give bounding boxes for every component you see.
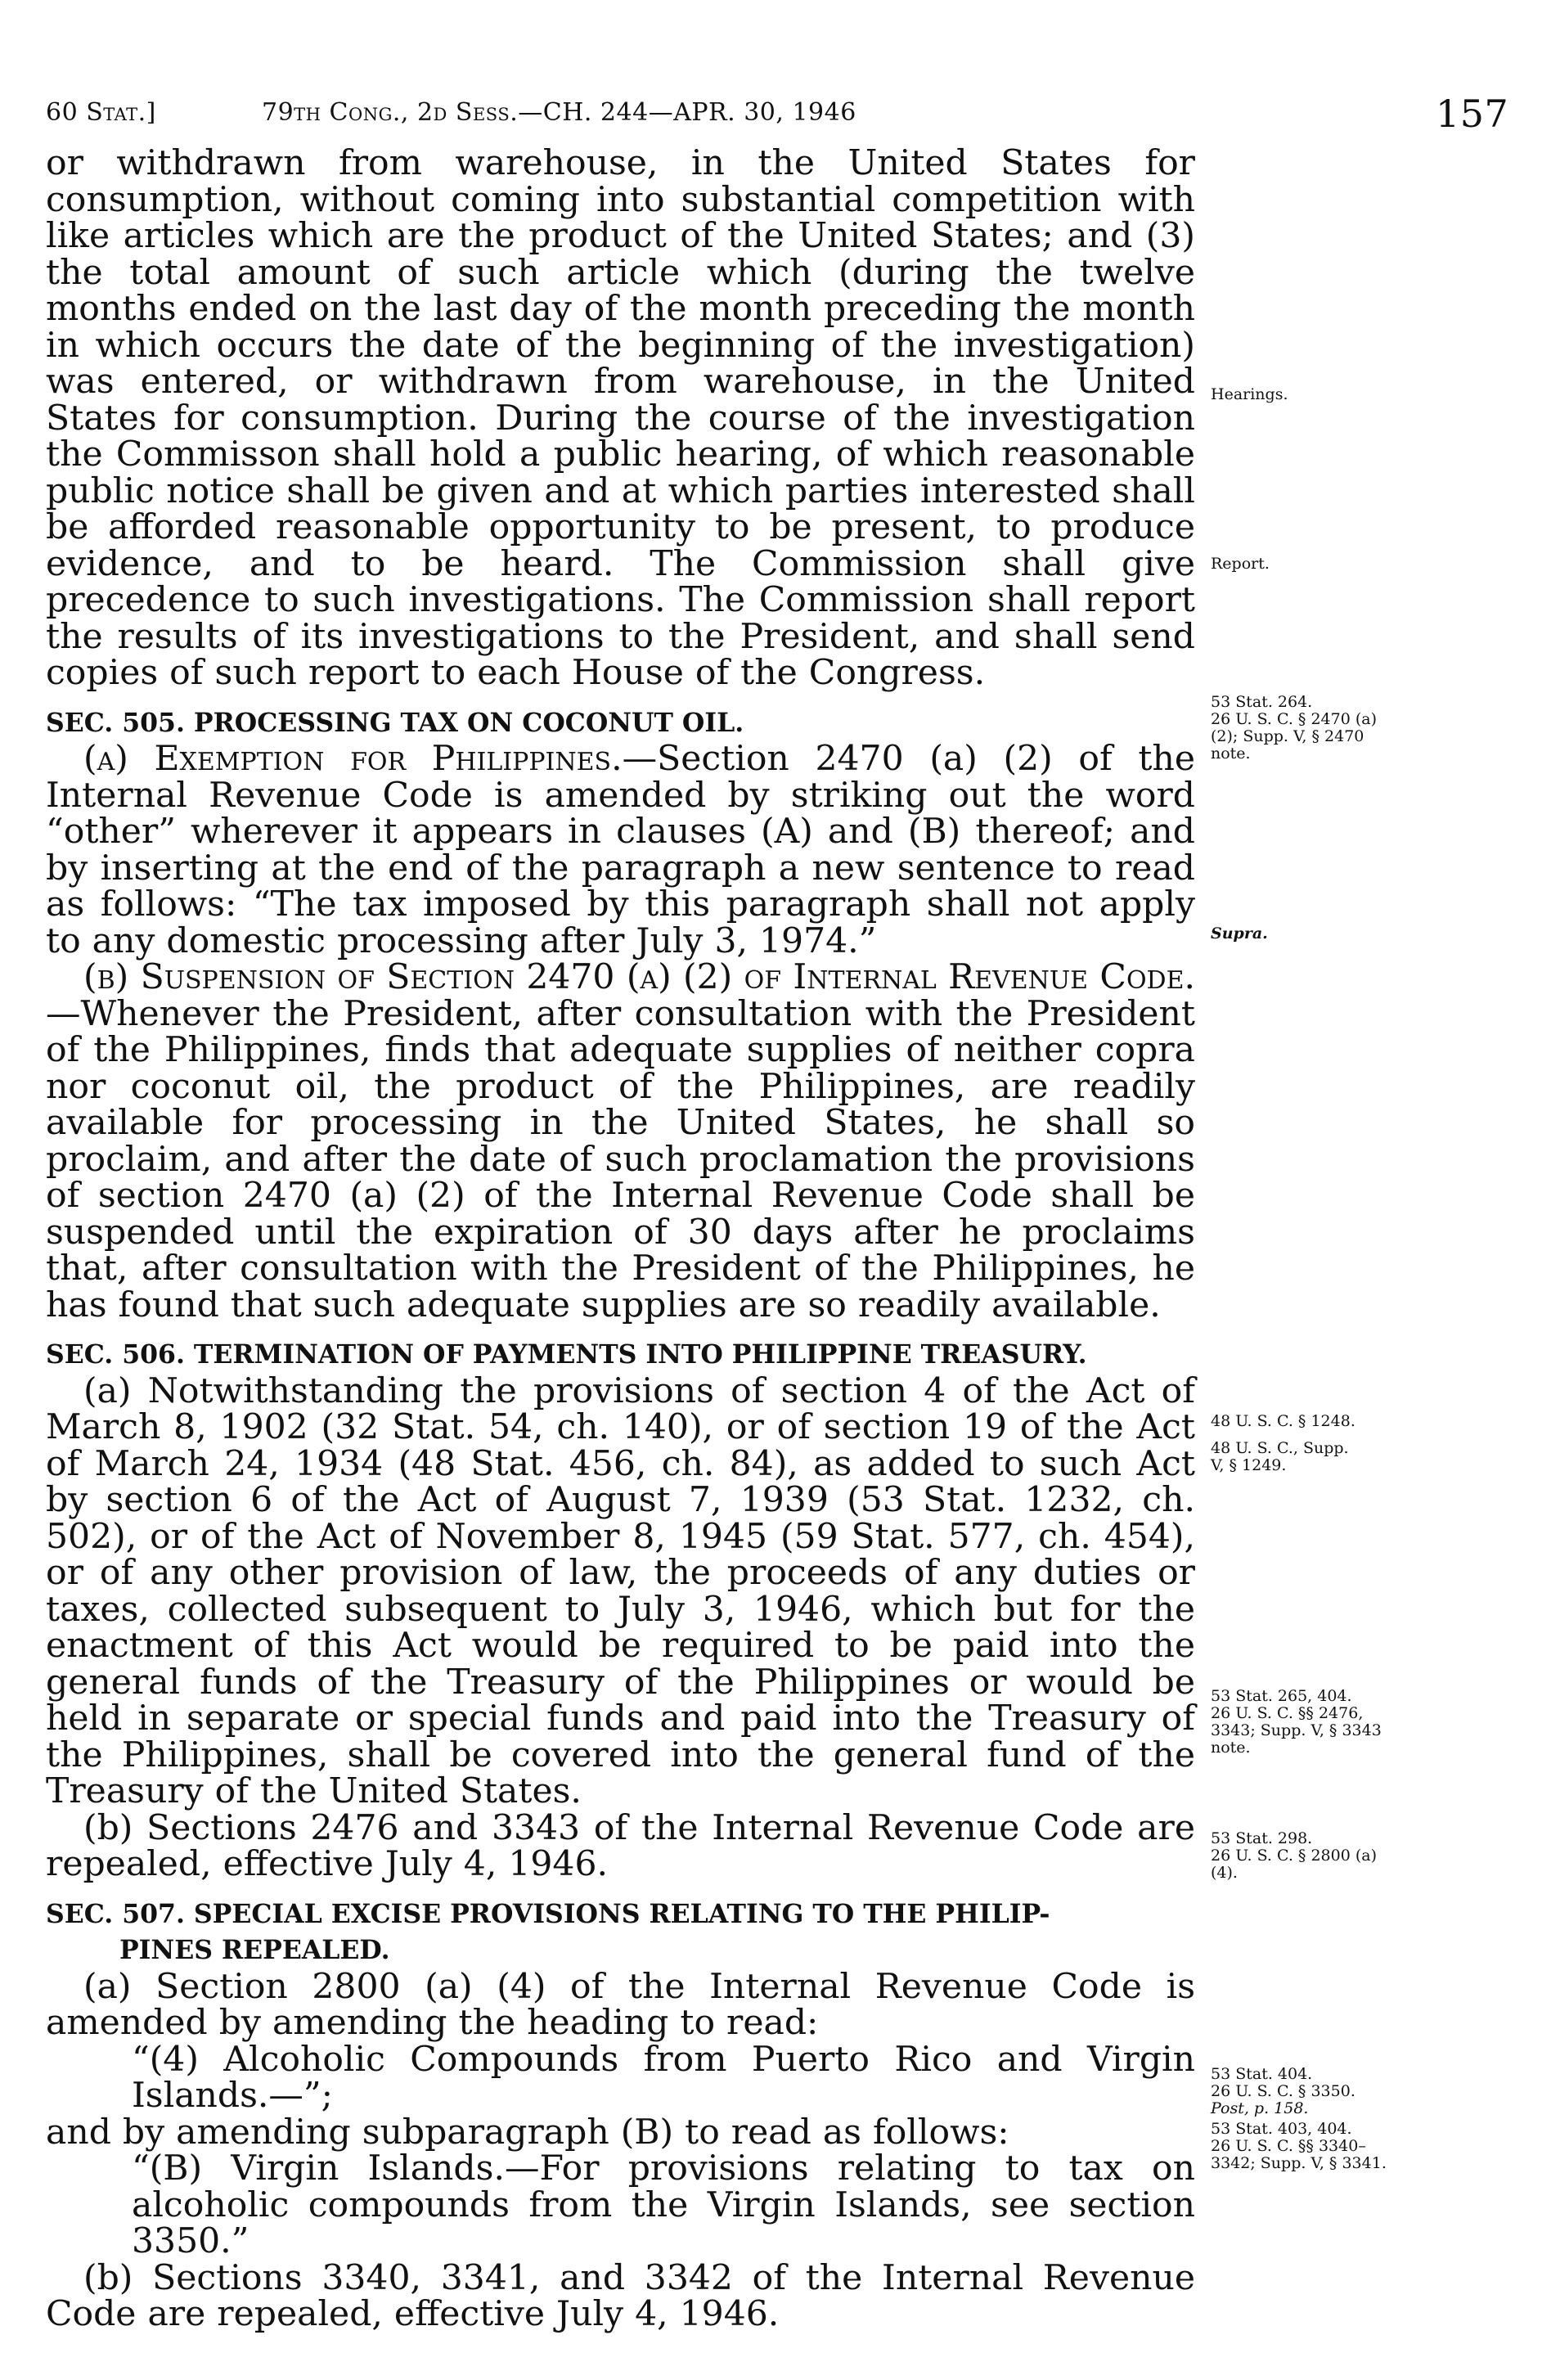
margin-note-line: note. xyxy=(1211,1739,1251,1757)
section-506-heading: SEC. 506. TERMINATION OF PAYMENTS INTO PHILIPPINE TREASURY. xyxy=(46,1339,1087,1370)
margin-note-507-quote xyxy=(1211,2066,1534,2117)
margin-note-line: 26 U. S. C. § 3350. xyxy=(1211,2082,1355,2100)
section-505-a-caption: (a) Exemption for Philippines. xyxy=(83,739,623,779)
volume-reference: 60 Stat.] xyxy=(46,98,156,127)
section-507-quote-2: “(B) Virgin Islands.—For provisions relating to tax on alcoholic compounds from the Virgin Islands, see section 3350.” xyxy=(132,2148,1195,2261)
section-505-b-caption: (b) Suspension of Section 2470 (a) (2) of Internal Revenue Code. xyxy=(83,957,1195,997)
margin-note-506a-1: 48 U. S. C. § 1248. xyxy=(1211,1412,1355,1430)
margin-note-line: (4). xyxy=(1211,1864,1238,1882)
margin-note-line: 26 U. S. C. § 2800 (a) xyxy=(1211,1847,1378,1865)
main-text xyxy=(46,143,1195,2334)
margin-note-505a xyxy=(1211,694,1534,763)
section-505-b-text: —Whenever the President, after consultation with the President of the Philippines, finds that adequate supplies of neither copra nor coconut oil, the product of the Philippines, are readily available for processing in the United States, he shall so proclaim, and after the date of such proclamation the provisions of section 2470 (a) (2) of the Internal Revenue Code shall be suspended until the expiration of 30 days after he proclaims that, after consultation with the President of the Philippines, he has found that such adequate supplies are so readily available. xyxy=(46,993,1195,1325)
margin-note-line: 26 U. S. C. §§ 3340– xyxy=(1211,2137,1366,2155)
section-505-heading: SEC. 505. PROCESSING TAX ON COCONUT OIL. xyxy=(46,707,744,738)
margin-note-line: 3343; Supp. V, § 3343 xyxy=(1211,1721,1382,1739)
margin-note-line: 53 Stat. 298. xyxy=(1211,1829,1313,1847)
section-507-a-continued: and by amending subparagraph (B) to read as follows: xyxy=(46,2112,1009,2153)
section-507-heading-line1: SEC. 507. SPECIAL EXCISE PROVISIONS RELATING TO THE PHILIP- xyxy=(46,1898,1050,1929)
margin-note-line: 26 U. S. C. §§ 2476, xyxy=(1211,1704,1364,1722)
margin-note-507b xyxy=(1211,2121,1534,2172)
section-507-quote-1: “(4) Alcoholic Compounds from Puerto Rico and Virgin Islands.—”; xyxy=(132,2039,1195,2116)
margin-note-line: Post, p. 158. xyxy=(1211,2099,1309,2117)
margin-note-line: note. xyxy=(1211,745,1251,763)
margin-note-hearings: Hearings. xyxy=(1211,385,1288,403)
margin-note-line: 53 Stat. 404. xyxy=(1211,2065,1313,2083)
section-505-a xyxy=(46,741,1195,960)
page-number: 157 xyxy=(1436,92,1509,136)
section-507-heading xyxy=(46,1883,1195,1969)
margin-note-506a-2 xyxy=(1211,1440,1534,1474)
section-507-b: (b) Sections 3340, 3341, and 3342 of the Internal Revenue Code are repealed, effective July 4, 1946. xyxy=(46,2257,1195,2334)
margin-note-506b xyxy=(1211,1688,1534,1757)
section-505-b xyxy=(46,957,1195,1325)
margin-note-line: 53 Stat. 264. xyxy=(1211,693,1313,711)
margin-note-line: 53 Stat. 265, 404. xyxy=(1211,1687,1352,1705)
margin-note-line: (2); Supp. V, § 2470 xyxy=(1211,727,1364,745)
margin-note-line: 26 U. S. C. § 2470 (a) xyxy=(1211,710,1378,728)
margin-note-line: 3342; Supp. V, § 3341. xyxy=(1211,2154,1387,2172)
section-506-a: (a) Notwithstanding the provisions of section 4 of the Act of March 8, 1902 (32 Stat. 54, ch. 140), or of section 19 of the Act of March 24, 1934 (48 Stat. 456, ch. 84), as added to such Act by section 6 of the Act of August 7, 1939 (53 Stat. 1232, ch. 502), or of the Act of November 8, 1945 (59 Stat. 577, ch. 454), or of any other provision of law, the proceeds of any duties or taxes, collected subsequent to July 3, 1946, which but for the enactment of this Act would be required to be paid into the general funds of the Treasury of the Philippines or would be held in separate or special funds and paid into the Treasury of the Philippines, shall be covered into the general fund of the Treasury of the United States. xyxy=(46,1370,1195,1811)
margin-note-line: 53 Stat. 403, 404. xyxy=(1211,2120,1352,2138)
running-header: 79th Cong., 2d Sess.—CH. 244—APR. 30, 1946 xyxy=(262,98,856,127)
section-507-heading-line2: PINES REPEALED. xyxy=(119,1935,390,1965)
margin-note-supra: Supra. xyxy=(1211,925,1268,943)
paragraph-continuation: or withdrawn from warehouse, in the United States for consumption, without coming into substantial competition with like articles which are the product of the United States; and (3) the total amount of such article which (during the twelve months ended on the last day of the month preceding the month in which occurs the date of the beginning of the investigation) was entered, or withdrawn from warehouse, in the United States for consumption. During the course of the investigation the Commisson shall hold a public hearing, of which reasonable public notice shall be given and at which parties interested shall be afforded reasonable opportunity to be present, to produce evidence, and to be heard. The Commission shall give precedence to such investigations. The Commission shall report the results of its investigations to the President, and shall send copies of such report to each House of the Congress. xyxy=(46,143,1195,693)
margin-note-line: V, § 1249. xyxy=(1211,1456,1287,1474)
section-505-a-text: —Section 2470 (a) (2) of the Internal Revenue Code is amended by striking out the word “other” wherever it appears in clauses (A) and (B) thereof; and by inserting at the end of the paragraph a new sentence to read as follows: “The tax imposed by this paragraph shall not apply to any domestic processing after July 3, 1974.” xyxy=(46,739,1195,961)
margin-note-507a xyxy=(1211,1830,1534,1882)
margin-note-report: Report. xyxy=(1211,555,1270,573)
section-507-a: (a) Section 2800 (a) (4) of the Internal Revenue Code is amended by amending the heading to read: xyxy=(46,1966,1195,2043)
margin-note-line: 48 U. S. C., Supp. xyxy=(1211,1439,1349,1457)
section-506-b: (b) Sections 2476 and 3343 of the Internal Revenue Code are repealed, effective July 4, 1946. xyxy=(46,1807,1195,1884)
